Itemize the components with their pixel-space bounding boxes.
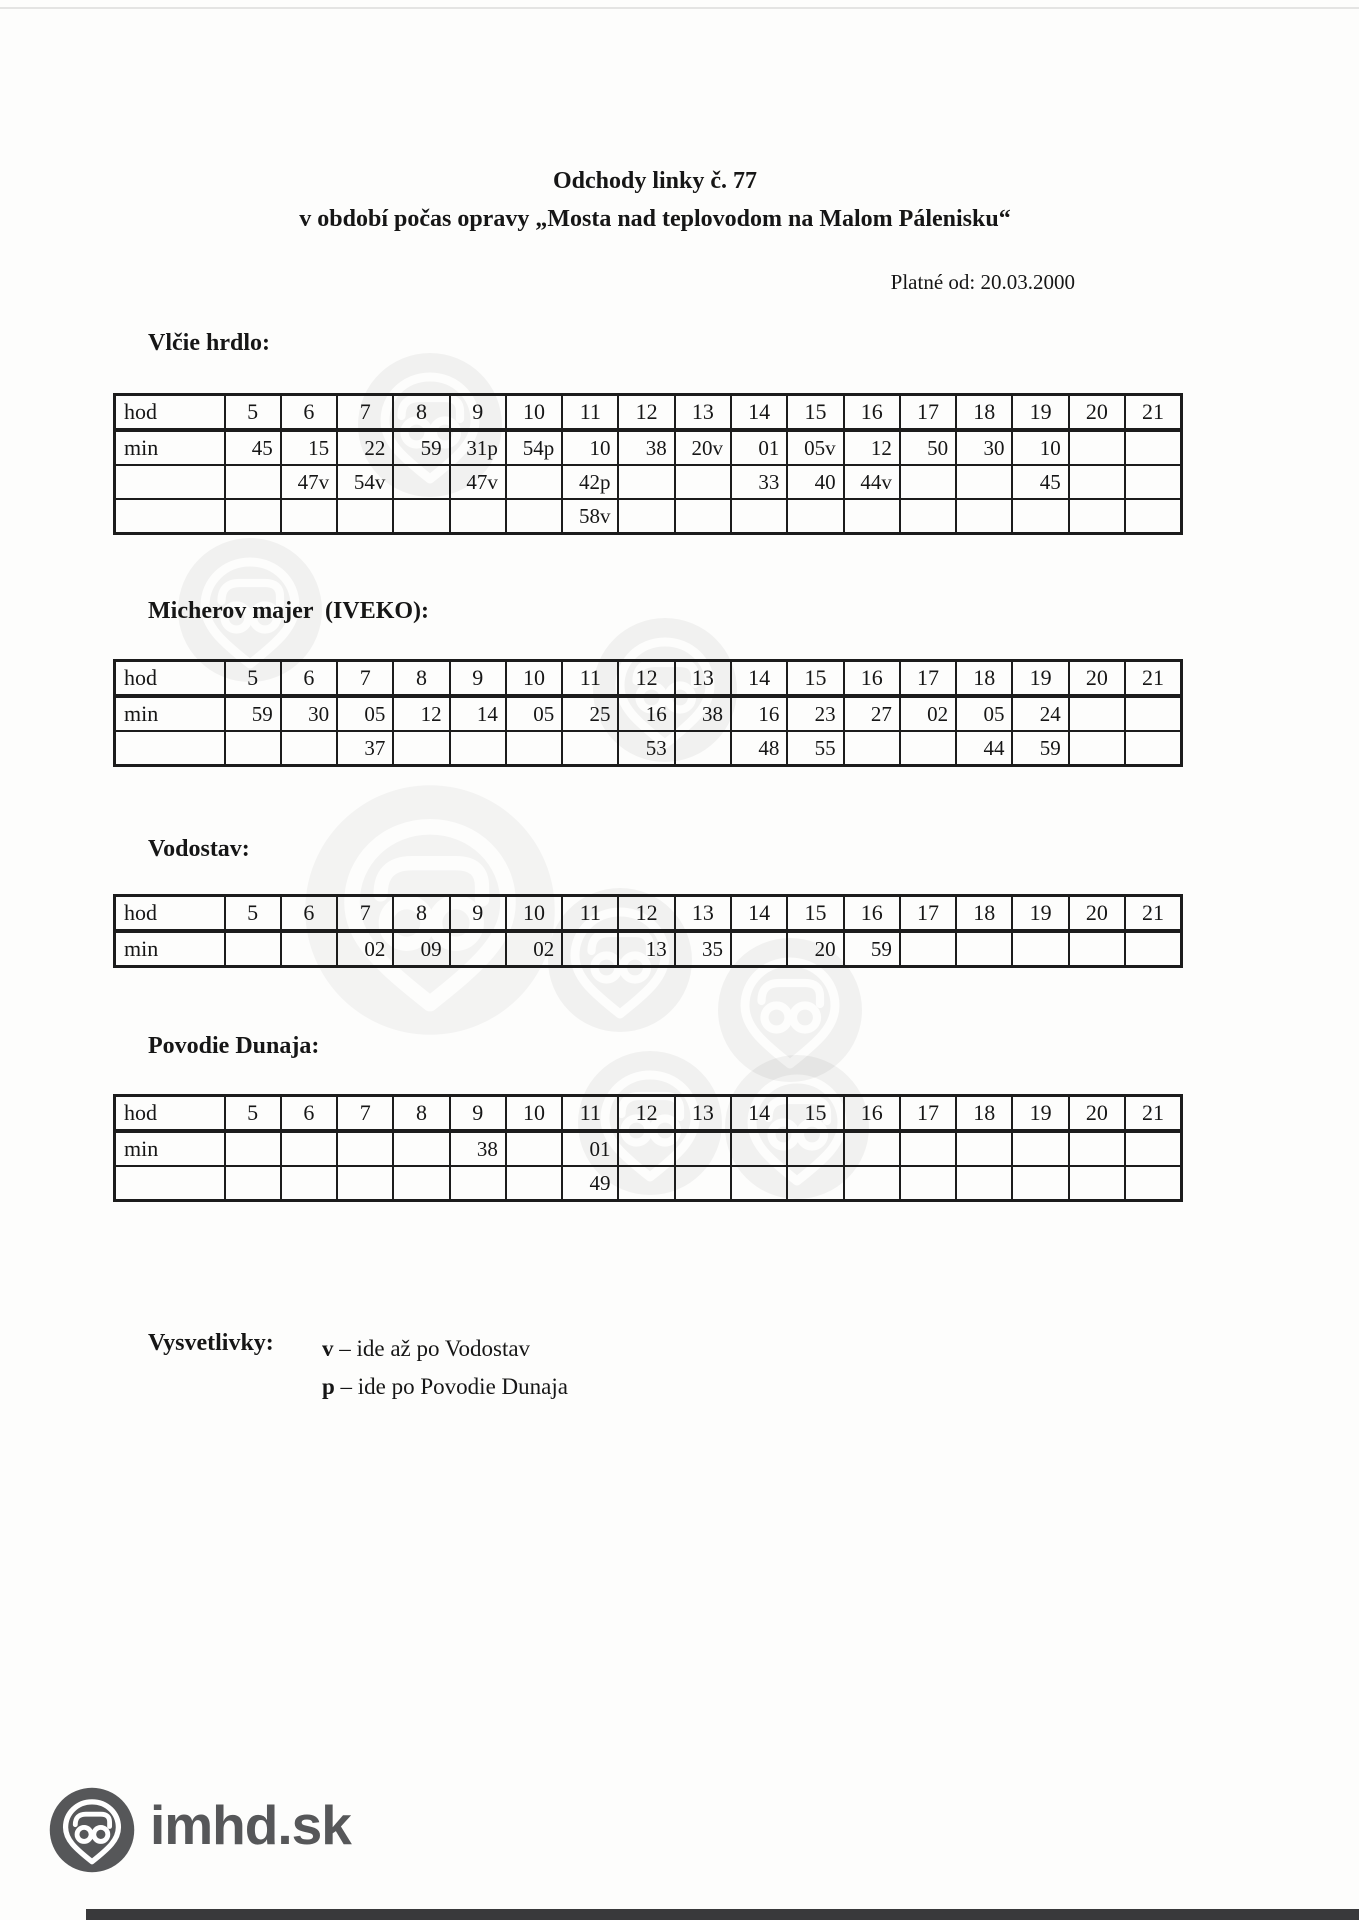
hour-header-row xyxy=(115,661,1182,697)
imhd-logo xyxy=(48,1786,351,1874)
minute-cell: 54p xyxy=(506,430,562,465)
hour-cell: 5 xyxy=(225,896,281,932)
hour-cell: 18 xyxy=(956,395,1012,431)
minute-cell xyxy=(337,499,393,534)
minute-cell xyxy=(1012,1166,1068,1201)
minute-cell xyxy=(450,499,506,534)
minute-cell xyxy=(731,499,787,534)
hour-cell: 9 xyxy=(450,661,506,697)
hour-cell: 12 xyxy=(618,661,674,697)
minute-cell xyxy=(450,731,506,766)
hour-cell: 7 xyxy=(337,661,393,697)
hour-cell: 5 xyxy=(225,395,281,431)
hour-cell: 14 xyxy=(731,661,787,697)
minute-cell: 49 xyxy=(562,1166,618,1201)
row-label-cell xyxy=(115,731,225,766)
hour-cell: 10 xyxy=(506,395,562,431)
hour-cell: 21 xyxy=(1125,395,1182,431)
minute-cell xyxy=(787,1131,843,1166)
minute-cell xyxy=(618,1131,674,1166)
hour-cell: 10 xyxy=(506,1096,562,1132)
document-title xyxy=(0,162,1310,238)
minute-cell xyxy=(1069,499,1125,534)
minute-cell: 27 xyxy=(844,696,900,731)
minute-cell xyxy=(1069,430,1125,465)
hour-cell: 14 xyxy=(731,1096,787,1132)
hour-cell: 7 xyxy=(337,896,393,932)
row-label-cell xyxy=(115,465,225,499)
row-label-cell: min xyxy=(115,931,225,967)
legend-symbol-p: p xyxy=(322,1374,335,1399)
hour-cell: 17 xyxy=(900,1096,956,1132)
minute-cell xyxy=(844,1131,900,1166)
minute-cell xyxy=(956,931,1012,967)
minute-cell: 30 xyxy=(281,696,337,731)
hour-cell: 17 xyxy=(900,661,956,697)
hour-cell: 19 xyxy=(1012,1096,1068,1132)
minute-cell: 38 xyxy=(618,430,674,465)
minute-cell: 40 xyxy=(787,465,843,499)
hour-cell: 17 xyxy=(900,896,956,932)
timetable-vlcie-hrdlo xyxy=(113,393,1183,535)
row-label-cell xyxy=(115,499,225,534)
minute-cell xyxy=(1069,1131,1125,1166)
minutes-row xyxy=(115,1131,1182,1166)
minute-cell xyxy=(731,931,787,967)
minute-cell: 59 xyxy=(1012,731,1068,766)
hour-cell: 16 xyxy=(844,395,900,431)
hour-cell: 19 xyxy=(1012,661,1068,697)
hour-cell: 8 xyxy=(393,661,449,697)
minute-cell xyxy=(450,931,506,967)
minute-cell: 24 xyxy=(1012,696,1068,731)
minute-cell xyxy=(1069,1166,1125,1201)
minute-cell xyxy=(393,465,449,499)
minute-cell xyxy=(1125,1131,1182,1166)
minute-cell xyxy=(562,731,618,766)
hour-cell: 20 xyxy=(1069,1096,1125,1132)
hour-cell: 18 xyxy=(956,896,1012,932)
hour-cell: 8 xyxy=(393,896,449,932)
hour-cell: 20 xyxy=(1069,896,1125,932)
minute-cell xyxy=(225,499,281,534)
hour-cell: 7 xyxy=(337,395,393,431)
minute-cell: 13 xyxy=(618,931,674,967)
minute-cell xyxy=(337,1131,393,1166)
hour-cell: 8 xyxy=(393,395,449,431)
minute-cell xyxy=(1125,731,1182,766)
hour-cell: 20 xyxy=(1069,395,1125,431)
minute-cell xyxy=(1012,931,1068,967)
hour-cell: 19 xyxy=(1012,395,1068,431)
minute-cell: 01 xyxy=(562,1131,618,1166)
minute-cell xyxy=(900,499,956,534)
legend-item-v xyxy=(322,1330,568,1368)
minute-cell: 55 xyxy=(787,731,843,766)
minute-cell: 20v xyxy=(675,430,731,465)
minute-cell xyxy=(675,499,731,534)
minute-cell xyxy=(337,1166,393,1201)
hour-cell: 6 xyxy=(281,1096,337,1132)
minute-cell xyxy=(562,931,618,967)
minute-cell: 05 xyxy=(506,696,562,731)
minute-cell xyxy=(956,1131,1012,1166)
row-label-cell: hod xyxy=(115,661,225,697)
minute-cell xyxy=(225,465,281,499)
minute-cell: 16 xyxy=(731,696,787,731)
hour-cell: 17 xyxy=(900,395,956,431)
minute-cell: 05v xyxy=(787,430,843,465)
minute-cell xyxy=(956,1166,1012,1201)
minute-cell: 58v xyxy=(562,499,618,534)
minutes-row xyxy=(115,931,1182,967)
minute-cell xyxy=(506,731,562,766)
hour-cell: 11 xyxy=(562,395,618,431)
hour-cell: 11 xyxy=(562,661,618,697)
hour-cell: 15 xyxy=(787,395,843,431)
row-label-cell: hod xyxy=(115,896,225,932)
hour-cell: 6 xyxy=(281,896,337,932)
minute-cell xyxy=(281,1166,337,1201)
minute-cell: 02 xyxy=(506,931,562,967)
minute-cell xyxy=(900,465,956,499)
minute-cell xyxy=(393,731,449,766)
hour-cell: 5 xyxy=(225,661,281,697)
hour-cell: 16 xyxy=(844,896,900,932)
section-label-vlcie-hrdlo: Vlčie hrdlo: xyxy=(148,330,270,356)
hour-cell: 9 xyxy=(450,395,506,431)
hour-cell: 15 xyxy=(787,896,843,932)
minute-cell: 20 xyxy=(787,931,843,967)
minute-cell: 05 xyxy=(337,696,393,731)
minute-cell: 33 xyxy=(731,465,787,499)
minute-cell xyxy=(787,499,843,534)
minute-cell: 01 xyxy=(731,430,787,465)
minute-cell: 12 xyxy=(393,696,449,731)
hour-cell: 18 xyxy=(956,1096,1012,1132)
minute-cell: 02 xyxy=(337,931,393,967)
hour-cell: 21 xyxy=(1125,661,1182,697)
hour-cell: 5 xyxy=(225,1096,281,1132)
hour-cell: 10 xyxy=(506,661,562,697)
minute-cell xyxy=(1012,499,1068,534)
hour-cell: 18 xyxy=(956,661,1012,697)
minute-cell xyxy=(506,1166,562,1201)
row-label-cell: hod xyxy=(115,395,225,431)
minute-cell xyxy=(1012,1131,1068,1166)
hour-cell: 12 xyxy=(618,1096,674,1132)
hour-cell: 15 xyxy=(787,1096,843,1132)
minute-cell: 53 xyxy=(618,731,674,766)
minute-cell xyxy=(787,1166,843,1201)
hour-cell: 11 xyxy=(562,896,618,932)
hour-cell: 10 xyxy=(506,896,562,932)
minute-cell xyxy=(844,499,900,534)
legend-text-v: – ide až po Vodostav xyxy=(339,1336,531,1361)
minute-cell xyxy=(1125,499,1182,534)
legend-text-p: – ide po Povodie Dunaja xyxy=(340,1374,568,1399)
minute-cell: 44 xyxy=(956,731,1012,766)
minute-cell xyxy=(281,731,337,766)
timetable-povodie-dunaja xyxy=(113,1094,1183,1202)
hour-cell: 9 xyxy=(450,1096,506,1132)
row-label-cell: min xyxy=(115,1131,225,1166)
hour-cell: 12 xyxy=(618,395,674,431)
minute-cell: 54v xyxy=(337,465,393,499)
minutes-row xyxy=(115,1166,1182,1201)
minute-cell: 42p xyxy=(562,465,618,499)
minute-cell: 25 xyxy=(562,696,618,731)
minute-cell xyxy=(281,931,337,967)
minute-cell: 45 xyxy=(1012,465,1068,499)
minute-cell: 30 xyxy=(956,430,1012,465)
imhd-logo-text: imhd.sk xyxy=(150,1794,351,1856)
minute-cell: 59 xyxy=(844,931,900,967)
section-label-micherov-majer: Micherov majer (IVEKO): xyxy=(148,598,430,624)
minute-cell xyxy=(731,1166,787,1201)
minutes-row xyxy=(115,499,1182,534)
minute-cell: 22 xyxy=(337,430,393,465)
minute-cell xyxy=(900,1166,956,1201)
minute-cell xyxy=(225,1131,281,1166)
minute-cell xyxy=(1125,465,1182,499)
title-line-1: Odchody linky č. 77 xyxy=(552,168,758,194)
minute-cell: 37 xyxy=(337,731,393,766)
scan-artifact-bottom-bar xyxy=(86,1909,1359,1920)
hour-cell: 14 xyxy=(731,896,787,932)
minute-cell xyxy=(618,499,674,534)
minute-cell xyxy=(844,1166,900,1201)
hour-cell: 16 xyxy=(844,1096,900,1132)
hour-cell: 6 xyxy=(281,661,337,697)
minutes-row xyxy=(115,696,1182,731)
hour-cell: 21 xyxy=(1125,1096,1182,1132)
hour-cell: 14 xyxy=(731,395,787,431)
minute-cell: 12 xyxy=(844,430,900,465)
hour-cell: 13 xyxy=(675,395,731,431)
minute-cell xyxy=(281,1131,337,1166)
imhd-logo-icon xyxy=(48,1786,136,1874)
minute-cell xyxy=(675,731,731,766)
legend-items xyxy=(322,1330,568,1406)
timetable-micherov-majer xyxy=(113,659,1183,767)
minute-cell xyxy=(450,1166,506,1201)
minute-cell: 44v xyxy=(844,465,900,499)
minute-cell xyxy=(225,1166,281,1201)
minute-cell: 35 xyxy=(675,931,731,967)
hour-cell: 16 xyxy=(844,661,900,697)
minute-cell xyxy=(506,465,562,499)
minute-cell: 09 xyxy=(393,931,449,967)
minute-cell: 50 xyxy=(900,430,956,465)
minute-cell xyxy=(900,1131,956,1166)
hour-cell: 13 xyxy=(675,896,731,932)
minute-cell xyxy=(675,1131,731,1166)
timetable-vodostav xyxy=(113,894,1183,968)
minute-cell xyxy=(1125,931,1182,967)
minute-cell xyxy=(1069,465,1125,499)
row-label-cell xyxy=(115,1166,225,1201)
minute-cell xyxy=(731,1131,787,1166)
hour-cell: 8 xyxy=(393,1096,449,1132)
section-label-vodostav: Vodostav: xyxy=(148,836,250,862)
minute-cell xyxy=(506,1131,562,1166)
section-label-povodie-dunaja: Povodie Dunaja: xyxy=(148,1033,320,1059)
minute-cell: 14 xyxy=(450,696,506,731)
minute-cell xyxy=(956,499,1012,534)
minute-cell xyxy=(225,731,281,766)
hour-header-row xyxy=(115,896,1182,932)
minute-cell xyxy=(900,731,956,766)
hour-cell: 11 xyxy=(562,1096,618,1132)
minute-cell xyxy=(281,499,337,534)
hour-cell: 13 xyxy=(675,661,731,697)
minute-cell: 15 xyxy=(281,430,337,465)
hour-cell: 15 xyxy=(787,661,843,697)
minute-cell: 38 xyxy=(450,1131,506,1166)
hour-cell: 13 xyxy=(675,1096,731,1132)
minute-cell xyxy=(675,1166,731,1201)
minute-cell xyxy=(1069,731,1125,766)
legend-symbol-v: v xyxy=(322,1336,334,1361)
minute-cell: 05 xyxy=(956,696,1012,731)
hour-cell: 12 xyxy=(618,896,674,932)
hour-cell: 20 xyxy=(1069,661,1125,697)
minute-cell xyxy=(1125,1166,1182,1201)
minute-cell xyxy=(225,931,281,967)
hour-header-row xyxy=(115,1096,1182,1132)
row-label-cell: hod xyxy=(115,1096,225,1132)
hour-cell: 6 xyxy=(281,395,337,431)
minute-cell: 47v xyxy=(450,465,506,499)
minute-cell: 23 xyxy=(787,696,843,731)
minute-cell: 59 xyxy=(225,696,281,731)
minute-cell: 16 xyxy=(618,696,674,731)
row-label-cell: min xyxy=(115,430,225,465)
minute-cell: 47v xyxy=(281,465,337,499)
minute-cell: 31p xyxy=(450,430,506,465)
minute-cell xyxy=(956,465,1012,499)
minute-cell xyxy=(393,1131,449,1166)
minute-cell: 48 xyxy=(731,731,787,766)
minute-cell xyxy=(618,1166,674,1201)
minute-cell xyxy=(1069,931,1125,967)
minute-cell xyxy=(393,499,449,534)
minute-cell xyxy=(618,465,674,499)
hour-header-row xyxy=(115,395,1182,431)
hour-cell: 19 xyxy=(1012,896,1068,932)
minutes-row xyxy=(115,731,1182,766)
minute-cell: 10 xyxy=(1012,430,1068,465)
legend-heading: Vysvetlivky: xyxy=(148,1330,274,1356)
minute-cell: 45 xyxy=(225,430,281,465)
minute-cell xyxy=(393,1166,449,1201)
minute-cell: 02 xyxy=(900,696,956,731)
minute-cell xyxy=(1125,696,1182,731)
scan-artifact-top-line xyxy=(0,7,1359,9)
title-line-2: v období počas opravy „Mosta nad teplovodom na Malom Pálenisku“ xyxy=(299,206,1011,232)
hour-cell: 7 xyxy=(337,1096,393,1132)
minute-cell: 38 xyxy=(675,696,731,731)
row-label-cell: min xyxy=(115,696,225,731)
minute-cell xyxy=(844,731,900,766)
minute-cell xyxy=(675,465,731,499)
minute-cell xyxy=(900,931,956,967)
legend-item-p xyxy=(322,1368,568,1406)
minutes-row xyxy=(115,430,1182,465)
minutes-row xyxy=(115,465,1182,499)
minute-cell xyxy=(1069,696,1125,731)
minute-cell: 59 xyxy=(393,430,449,465)
minute-cell xyxy=(1125,430,1182,465)
valid-from-date: Platné od: 20.03.2000 xyxy=(890,270,1075,294)
minute-cell xyxy=(506,499,562,534)
hour-cell: 21 xyxy=(1125,896,1182,932)
minute-cell: 10 xyxy=(562,430,618,465)
hour-cell: 9 xyxy=(450,896,506,932)
